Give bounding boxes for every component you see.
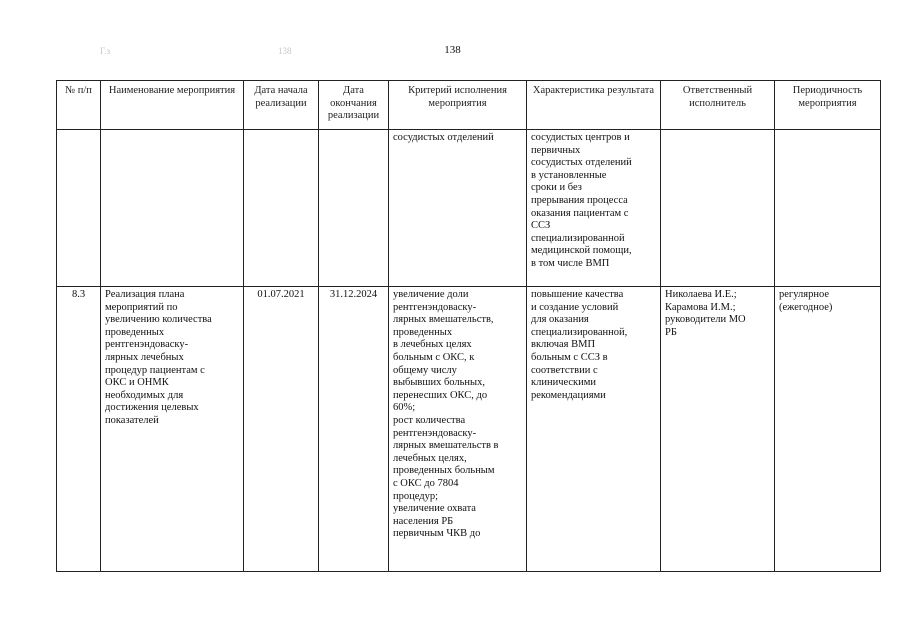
page-number: 138 [444,44,461,56]
cell-responsible: Николаева И.Е.; Карамова И.М.; руководители МО РБ [661,287,775,572]
cell-end-date: 31.12.2024 [319,287,389,572]
cell-name [101,130,244,287]
cell-result: сосудистых центров и первичных сосудистых отделений в установленные сроки и без прерывания процесса оказания пациентам с ССЗ специализированной медицинской помощи, в том числе ВМП [527,130,661,287]
header-result: Характеристика результата [527,81,661,130]
header-periodicity: Периодичность мероприятия [775,81,881,130]
header-name: Наименование мероприятия [101,81,244,130]
faded-mark-center: 138 [278,46,292,56]
measures-table [56,80,881,572]
table-row [57,287,881,572]
table-row [57,130,881,287]
cell-periodicity [775,130,881,287]
cell-num [57,130,101,287]
cell-criterion: увеличение доли рентгенэндоваску- лярных вмешательств, проведенных в лечебных целях больным с ОКС, к общему числу выбывших больных, перенесших ОКС, до 60%; рост количества рентгенэндоваску- лярных вмешательств в лечебных целях, проведенных больным с ОКС до 7804 процедур; увеличение охвата населения РБ первичным ЧКВ до [389,287,527,572]
header-end-date: Дата окончания реализации [319,81,389,130]
cell-periodicity: регулярное (ежегодное) [775,287,881,572]
cell-responsible [661,130,775,287]
cell-criterion: сосудистых отделений [389,130,527,287]
faded-mark-left: Г.з [100,46,110,56]
cell-name: Реализация плана мероприятий по увеличению количества проведенных рентгенэндоваску- лярных лечебных процедур пациентам с ОКС и ОНМК необходимых для достижения целевых показателей [101,287,244,572]
cell-end-date [319,130,389,287]
header-criterion: Критерий исполнения мероприятия [389,81,527,130]
cell-start-date: 01.07.2021 [244,287,319,572]
header-start-date: Дата начала реализации [244,81,319,130]
cell-result: повышение качества и создание условий для оказания специализированной, включая ВМП больным с ССЗ в соответствии с клиническими рекомендациями [527,287,661,572]
header-num: № п/п [57,81,101,130]
cell-num: 8.3 [57,287,101,572]
table-header-row [57,81,881,130]
cell-start-date [244,130,319,287]
header-responsible: Ответственный исполнитель [661,81,775,130]
